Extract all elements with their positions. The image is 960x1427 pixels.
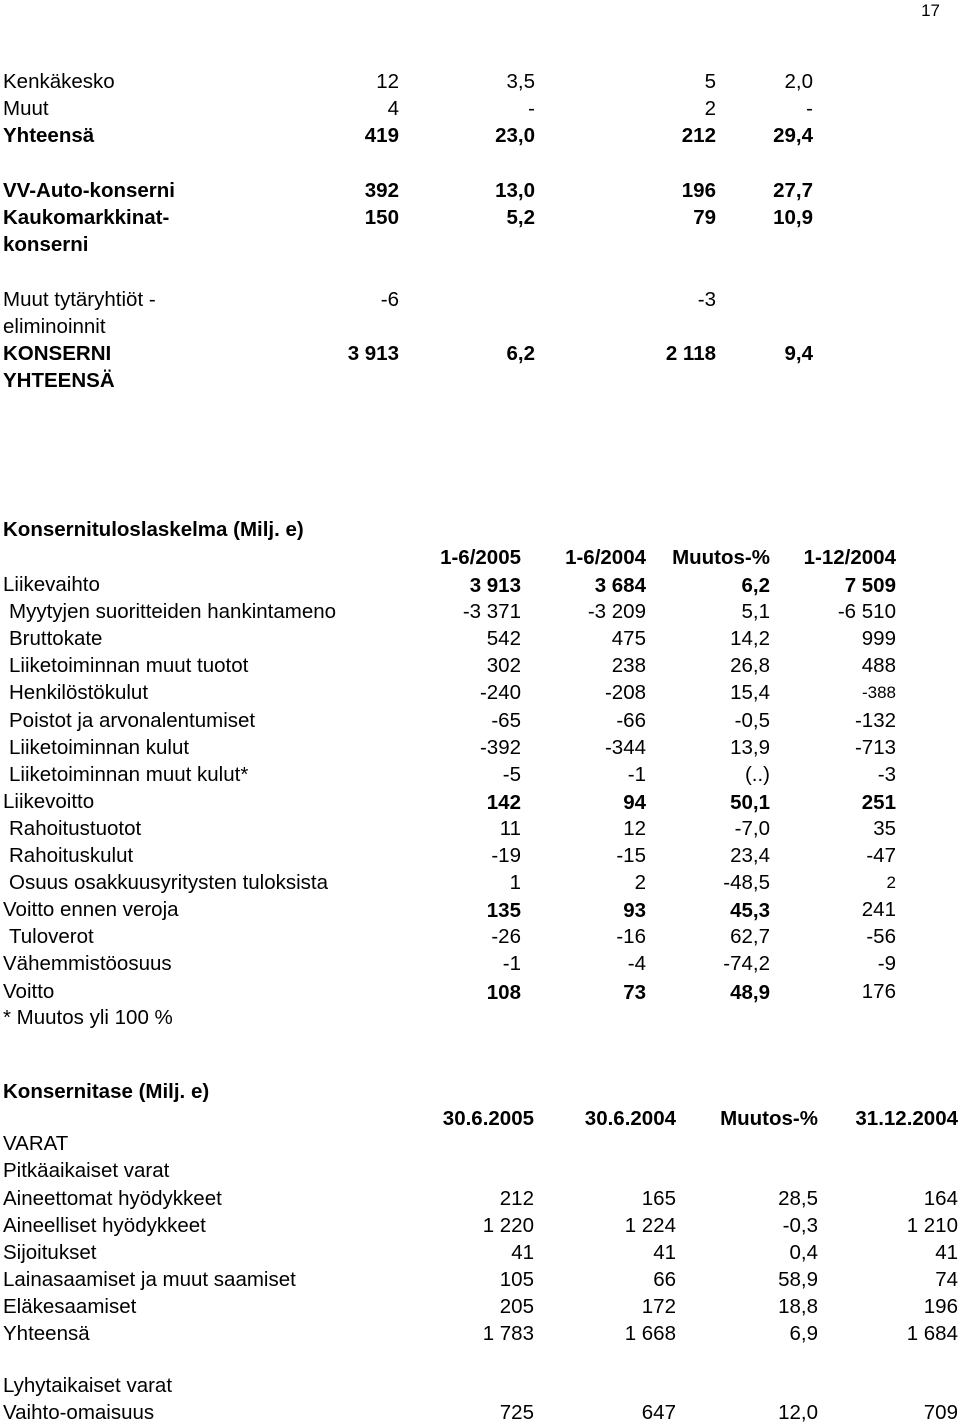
- income-cell: 35: [873, 816, 896, 840]
- income-cell: -19: [491, 844, 521, 867]
- income-cell: -392: [479, 735, 521, 759]
- income-cell: -26: [491, 925, 521, 949]
- income-cell: -5: [502, 762, 521, 786]
- balance-cell: 725: [499, 1401, 534, 1424]
- income-header: Muutos-%: [672, 546, 770, 569]
- balance-cell: 196: [923, 1295, 958, 1318]
- balance-row-label: Vaihto-omaisuus: [3, 1401, 155, 1424]
- segment-row-label: Kaukomarkkinat-: [3, 206, 170, 229]
- segment-cell: 3 913: [347, 342, 399, 365]
- segment-cell: 196: [681, 179, 716, 202]
- income-cell: -9: [877, 952, 896, 976]
- balance-row-label: Aineelliset hyödykkeet: [3, 1214, 206, 1237]
- segment-cell: 150: [364, 206, 399, 229]
- income-cell: -15: [616, 844, 646, 867]
- income-cell: 999: [861, 627, 896, 651]
- segment-row-label: Kenkäkesko: [3, 70, 115, 93]
- balance-cell: -0,3: [782, 1214, 818, 1237]
- income-cell: -132: [854, 708, 896, 732]
- income-cell: 15,4: [730, 681, 770, 705]
- income-row-label: Liikevaihto: [3, 573, 100, 596]
- segment-cell: 79: [693, 206, 716, 229]
- balance-cell: 165: [641, 1187, 676, 1210]
- balance-header: 30.6.2005: [442, 1107, 534, 1130]
- income-header: 1-6/2005: [440, 546, 521, 569]
- income-header: 1-12/2004: [803, 546, 896, 569]
- income-row-label: Poistot ja arvonalentumiset: [9, 708, 256, 732]
- balance-cell: 28,5: [778, 1187, 818, 1210]
- income-cell: 2: [886, 873, 896, 893]
- income-cell: 108: [486, 980, 521, 1004]
- income-cell: -6 510: [837, 600, 896, 624]
- income-cell: -208: [604, 681, 646, 705]
- income-row-label: Liikevoitto: [3, 789, 95, 813]
- balance-cell: 58,9: [778, 1268, 818, 1291]
- segment-row-label: Yhteensä: [3, 124, 95, 147]
- income-cell: -240: [479, 681, 521, 705]
- segment-cell: 13,0: [495, 179, 535, 202]
- income-cell: -3: [877, 762, 896, 786]
- income-cell: -16: [616, 925, 646, 949]
- balance-cell: 74: [935, 1268, 958, 1291]
- income-cell: (..): [744, 762, 770, 786]
- balance-cell: 205: [499, 1295, 534, 1318]
- income-cell: -3 209: [587, 600, 646, 624]
- segment-row-label-cont: YHTEENSÄ: [3, 369, 115, 392]
- segment-row-label-cont: eliminoinnit: [3, 315, 106, 338]
- segment-cell: 9,4: [784, 342, 813, 365]
- income-statement-title: Konsernituloslaskelma (Milj. e): [3, 518, 304, 541]
- income-header: 1-6/2004: [565, 546, 646, 569]
- income-cell: 2: [634, 871, 646, 895]
- income-cell: -1: [627, 762, 646, 786]
- income-row-label: Vähemmistöosuus: [3, 952, 172, 976]
- balance-cell: 18,8: [778, 1295, 818, 1318]
- segment-cell: 212: [681, 124, 716, 147]
- income-cell: 488: [861, 654, 896, 678]
- subsection-short-term: Lyhytaikaiset varat: [3, 1374, 173, 1397]
- income-row-label: Tuloverot: [9, 925, 94, 949]
- income-row-label: Bruttokate: [9, 627, 103, 651]
- income-row-label: Liiketoiminnan muut tuotot: [9, 654, 249, 678]
- segment-cell: 3,5: [506, 70, 535, 93]
- income-cell: 14,2: [730, 627, 770, 651]
- income-cell: -66: [616, 708, 646, 732]
- balance-cell: 1 224: [624, 1214, 676, 1237]
- income-cell: -47: [866, 844, 896, 867]
- balance-cell: 66: [653, 1268, 676, 1291]
- income-cell: 93: [623, 899, 646, 923]
- balance-cell: 41: [935, 1241, 958, 1264]
- income-cell: 94: [623, 790, 646, 814]
- income-cell: 238: [611, 654, 646, 678]
- segment-cell: 2: [704, 97, 716, 120]
- income-cell: -344: [604, 735, 646, 759]
- page-number: 17: [921, 1, 940, 20]
- segment-row-label-cont: konserni: [3, 233, 89, 256]
- balance-cell: 212: [499, 1187, 534, 1210]
- balance-cell: 0,4: [789, 1241, 818, 1264]
- segment-cell: -6: [380, 288, 399, 311]
- income-cell: 6,2: [741, 574, 770, 597]
- segment-cell: -: [528, 97, 535, 120]
- balance-cell: 6,9: [789, 1322, 818, 1345]
- balance-cell: 1 783: [482, 1322, 534, 1345]
- income-cell: 45,3: [730, 899, 770, 923]
- segment-cell: 5: [704, 70, 716, 93]
- income-cell: -65: [491, 708, 521, 732]
- segment-row-label: KONSERNI: [3, 342, 112, 365]
- income-cell: -48,5: [723, 871, 770, 895]
- income-cell: -0,5: [734, 708, 770, 732]
- segment-row-label: Muut: [3, 97, 49, 120]
- balance-cell: 1 210: [906, 1214, 958, 1237]
- balance-cell: 41: [653, 1241, 676, 1264]
- income-cell: 62,7: [730, 925, 770, 949]
- income-cell: 475: [611, 627, 646, 651]
- income-row-label: Rahoitustuotot: [9, 816, 142, 840]
- income-cell: 542: [486, 627, 521, 651]
- balance-cell: 172: [641, 1295, 676, 1318]
- income-cell: 1: [509, 871, 521, 895]
- balance-cell: 1 220: [482, 1214, 534, 1237]
- income-cell: 11: [499, 816, 521, 840]
- income-cell: -56: [866, 925, 896, 949]
- segment-cell: -: [806, 97, 813, 120]
- segment-cell: 27,7: [773, 179, 813, 202]
- income-cell: -7,0: [734, 816, 770, 840]
- income-cell: 302: [486, 654, 521, 678]
- income-cell: 26,8: [730, 654, 770, 678]
- income-row-label: Myytyjen suoritteiden hankintameno: [9, 600, 337, 624]
- income-cell: -74,2: [723, 952, 770, 976]
- balance-cell: 105: [499, 1268, 534, 1291]
- segment-cell: -3: [697, 288, 716, 311]
- income-cell: 48,9: [730, 980, 770, 1004]
- balance-row-label: Lainasaamiset ja muut saamiset: [3, 1268, 296, 1291]
- segment-cell: 5,2: [506, 206, 535, 229]
- income-cell: 5,1: [741, 600, 770, 624]
- section-varat: VARAT: [3, 1132, 69, 1155]
- income-cell: 7 509: [844, 574, 896, 597]
- balance-row-label: Aineettomat hyödykkeet: [3, 1187, 222, 1210]
- balance-row-label: Sijoitukset: [3, 1241, 97, 1264]
- income-cell: 50,1: [730, 790, 770, 814]
- income-cell: 176: [861, 979, 896, 1003]
- segment-cell: 29,4: [773, 124, 813, 147]
- segment-cell: 2 118: [665, 342, 716, 365]
- balance-cell: 41: [511, 1241, 534, 1264]
- segment-cell: 23,0: [495, 124, 535, 147]
- balance-cell: 12,0: [778, 1401, 818, 1424]
- balance-cell: 647: [641, 1401, 676, 1424]
- income-cell: 142: [486, 790, 521, 814]
- income-cell: -713: [854, 735, 896, 759]
- income-row-label: Liiketoiminnan muut kulut*: [9, 762, 249, 786]
- income-row-label: Osuus osakkuusyritysten tuloksista: [9, 871, 329, 895]
- income-cell: 241: [861, 898, 896, 922]
- income-cell: 23,4: [730, 844, 770, 867]
- income-cell: -1: [502, 952, 521, 976]
- balance-header: 30.6.2004: [584, 1107, 676, 1130]
- segment-cell: 392: [364, 179, 399, 202]
- segment-row-label: VV-Auto-konserni: [3, 179, 175, 202]
- income-cell: -3 371: [462, 600, 521, 624]
- footnote: * Muutos yli 100 %: [3, 1006, 173, 1029]
- income-cell: -388: [861, 683, 896, 703]
- balance-cell: 1 668: [624, 1322, 676, 1345]
- balance-row-label: Yhteensä: [3, 1322, 90, 1345]
- segment-cell: 419: [364, 124, 399, 147]
- segment-cell: 2,0: [784, 70, 813, 93]
- income-cell: -4: [627, 952, 646, 976]
- balance-cell: 709: [923, 1401, 958, 1424]
- income-row-label: Rahoituskulut: [9, 844, 134, 867]
- balance-header: Muutos-%: [720, 1107, 818, 1130]
- segment-cell: 10,9: [773, 206, 813, 229]
- income-row-label: Voitto: [3, 979, 55, 1003]
- income-cell: 13,9: [730, 735, 770, 759]
- income-row-label: Voitto ennen veroja: [3, 898, 179, 922]
- income-row-label: Henkilöstökulut: [9, 681, 149, 705]
- segment-row-label: Muut tytäryhtiöt -: [3, 288, 156, 311]
- income-cell: 73: [623, 980, 646, 1004]
- segment-cell: 4: [387, 97, 399, 120]
- income-cell: 251: [861, 790, 896, 814]
- segment-cell: 6,2: [506, 342, 535, 365]
- balance-cell: 164: [923, 1187, 958, 1210]
- balance-header: 31.12.2004: [855, 1107, 958, 1130]
- income-cell: 3 913: [469, 574, 521, 597]
- income-row-label: Liiketoiminnan kulut: [9, 735, 190, 759]
- subsection-long-term: Pitkäaikaiset varat: [3, 1159, 170, 1182]
- balance-row-label: Eläkesaamiset: [3, 1295, 137, 1318]
- income-cell: 3 684: [594, 574, 646, 597]
- income-cell: 12: [623, 816, 646, 840]
- balance-cell: 1 684: [906, 1322, 958, 1345]
- balance-sheet-title: Konsernitase (Milj. e): [3, 1080, 210, 1103]
- segment-cell: 12: [376, 70, 399, 93]
- income-cell: 135: [486, 899, 521, 923]
